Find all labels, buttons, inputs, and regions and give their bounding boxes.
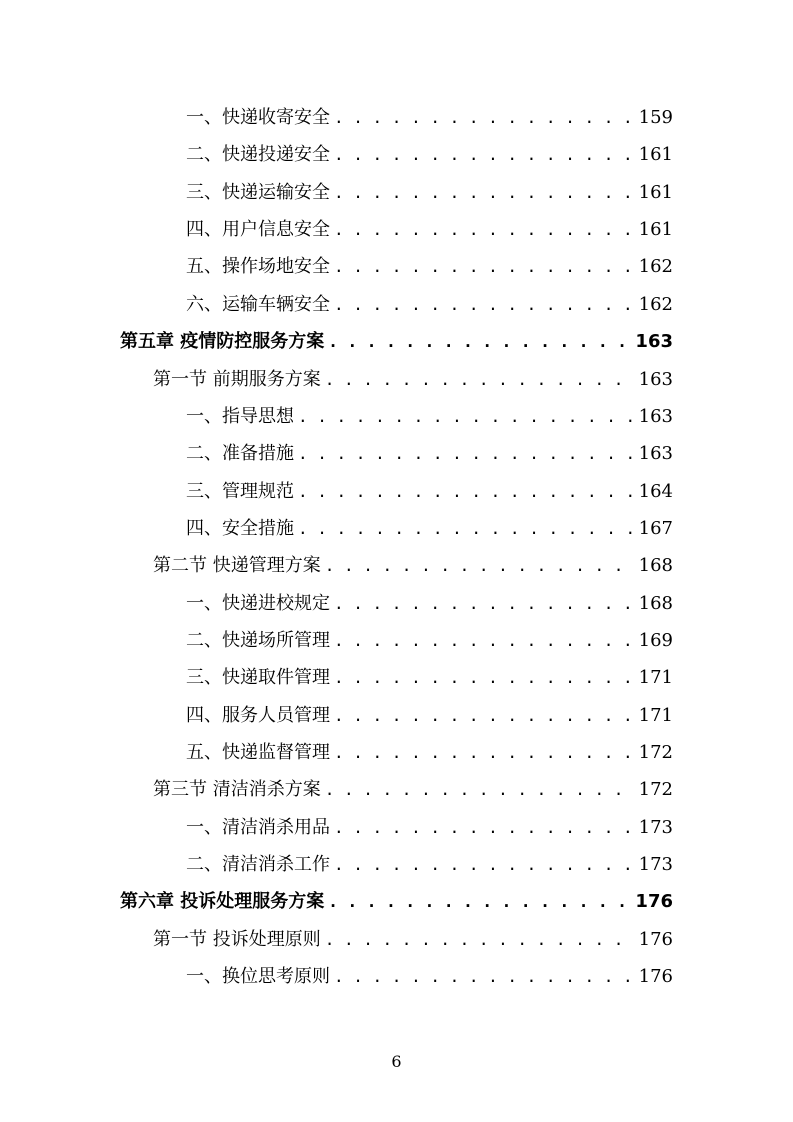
dot-leader: [334, 180, 633, 206]
toc-entry-page: 161: [638, 219, 673, 240]
toc-entry-title: 第一节 投诉处理原则: [153, 929, 321, 950]
toc-entry-title: 一、快递进校规定: [186, 593, 330, 614]
dot-leader: [334, 292, 633, 318]
dot-leader: [334, 815, 633, 841]
toc-entry-item[interactable]: [186, 516, 673, 542]
dot-leader: [328, 889, 629, 915]
toc-entry-page: 168: [638, 555, 673, 576]
toc-entry-page: 172: [638, 742, 673, 763]
toc-entry-page: 161: [638, 182, 673, 203]
toc-entry-page: 161: [638, 144, 673, 165]
toc-entry-item[interactable]: [186, 665, 673, 691]
toc-entry-page: 169: [638, 630, 673, 651]
toc-entry-chapter[interactable]: [120, 889, 673, 915]
dot-leader: [334, 964, 633, 990]
toc-entry-section[interactable]: [153, 553, 673, 579]
toc-entry-page: 176: [638, 929, 673, 950]
toc-entry-title: 四、安全措施: [186, 518, 294, 539]
dot-leader: [325, 777, 633, 803]
toc-entry-title: 一、换位思考原则: [186, 966, 330, 987]
dot-leader: [334, 591, 633, 617]
toc-entry-page: 171: [638, 667, 673, 688]
toc-entry-item[interactable]: [186, 628, 673, 654]
toc-entry-title: 二、准备措施: [186, 443, 294, 464]
dot-leader: [298, 441, 633, 467]
toc-entry-title: 四、服务人员管理: [186, 705, 330, 726]
dot-leader: [334, 217, 633, 243]
toc-entry-title: 三、快递运输安全: [186, 182, 330, 203]
dot-leader: [334, 254, 633, 280]
toc-entry-section[interactable]: [153, 927, 673, 953]
toc-entry-page: 163: [638, 406, 673, 427]
toc-entry-title: 三、管理规范: [186, 481, 294, 502]
dot-leader: [334, 852, 633, 878]
dot-leader: [325, 927, 633, 953]
toc-entry-title: 第五章 疫情防控服务方案: [120, 331, 325, 352]
dot-leader: [298, 404, 633, 430]
dot-leader: [334, 665, 633, 691]
page-number: 6: [391, 1052, 402, 1071]
dot-leader: [334, 142, 633, 168]
toc-entry-page: 159: [638, 107, 673, 128]
dot-leader: [334, 105, 633, 131]
toc-entry-title: 四、用户信息安全: [186, 219, 330, 240]
toc-entry-page: 164: [638, 481, 673, 502]
toc-entry-page: 172: [638, 779, 673, 800]
toc-entry-page: 163: [638, 369, 673, 390]
toc-entry-item[interactable]: [186, 703, 673, 729]
toc-entry-chapter[interactable]: [120, 329, 673, 355]
toc-entry-item[interactable]: [186, 852, 673, 878]
toc-entry-item[interactable]: [186, 254, 673, 280]
toc-entry-title: 二、清洁消杀工作: [186, 854, 330, 875]
toc-entry-title: 第六章 投诉处理服务方案: [120, 891, 325, 912]
toc-entry-item[interactable]: [186, 142, 673, 168]
toc-entry-title: 第二节 快递管理方案: [153, 555, 321, 576]
toc-entry-item[interactable]: [186, 479, 673, 505]
toc-entry-page: 173: [638, 854, 673, 875]
toc-entry-title: 二、快递投递安全: [186, 144, 330, 165]
toc-entry-item[interactable]: [186, 292, 673, 318]
toc-entry-item[interactable]: [186, 217, 673, 243]
toc-entry-title: 三、快递取件管理: [186, 667, 330, 688]
toc-entry-page: 163: [635, 331, 673, 352]
dot-leader: [334, 740, 633, 766]
toc-entry-title: 一、快递收寄安全: [186, 107, 330, 128]
dot-leader: [298, 516, 633, 542]
toc-entry-title: 第一节 前期服务方案: [153, 369, 321, 390]
dot-leader: [334, 628, 633, 654]
toc-entry-title: 六、运输车辆安全: [186, 294, 330, 315]
toc-entry-page: 163: [638, 443, 673, 464]
dot-leader: [325, 367, 633, 393]
toc-entry-page: 167: [638, 518, 673, 539]
toc-entry-item[interactable]: [186, 404, 673, 430]
toc-entry-title: 二、快递场所管理: [186, 630, 330, 651]
toc-entry-page: 176: [638, 966, 673, 987]
toc-entry-section[interactable]: [153, 777, 673, 803]
toc-entry-item[interactable]: [186, 591, 673, 617]
toc-entry-page: 162: [638, 256, 673, 277]
toc-entry-title: 五、操作场地安全: [186, 256, 330, 277]
toc-entry-item[interactable]: [186, 740, 673, 766]
toc-entry-title: 一、清洁消杀用品: [186, 817, 330, 838]
dot-leader: [328, 329, 629, 355]
toc-entry-title: 一、指导思想: [186, 406, 294, 427]
toc-entry-page: 176: [635, 891, 673, 912]
toc-entry-page: 171: [638, 705, 673, 726]
dot-leader: [298, 479, 633, 505]
toc-entry-page: 162: [638, 294, 673, 315]
toc-entry-item[interactable]: [186, 964, 673, 990]
dot-leader: [334, 703, 633, 729]
toc-entry-page: 168: [638, 593, 673, 614]
toc-entry-item[interactable]: [186, 441, 673, 467]
toc-entry-page: 173: [638, 817, 673, 838]
dot-leader: [325, 553, 633, 579]
toc-entry-item[interactable]: [186, 105, 673, 131]
toc-entry-section[interactable]: [153, 367, 673, 393]
toc-entry-title: 第三节 清洁消杀方案: [153, 779, 321, 800]
toc-entry-item[interactable]: [186, 815, 673, 841]
toc-entry-title: 五、快递监督管理: [186, 742, 330, 763]
toc-entry-item[interactable]: [186, 180, 673, 206]
